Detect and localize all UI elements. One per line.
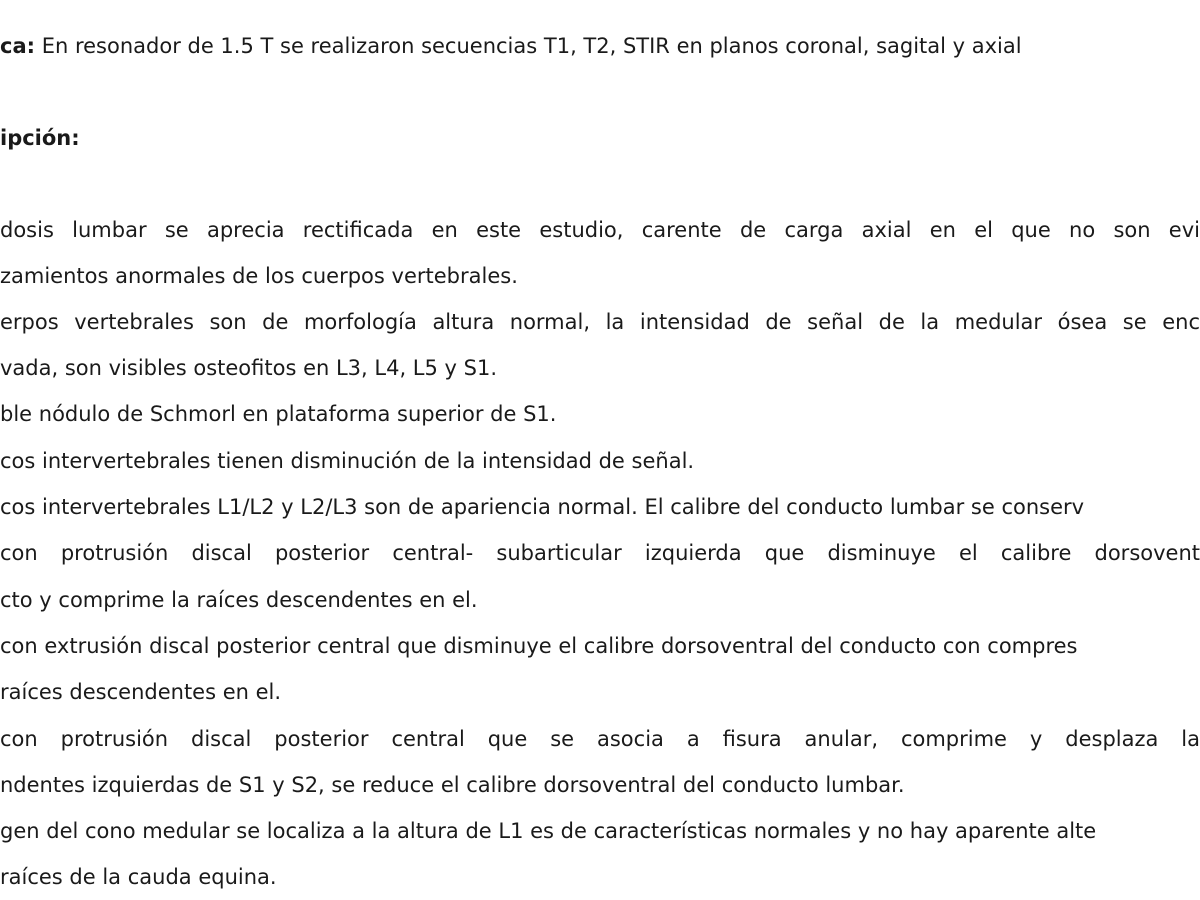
paragraph-line: vada, son visibles osteofitos en L3, L4, L5 y S1. <box>0 356 498 380</box>
technique-label: ca: <box>0 34 36 58</box>
paragraph-line: zamientos anormales de los cuerpos vertebrales. <box>0 264 518 288</box>
technique-text: En resonador de 1.5 T se realizaron secuencias T1, T2, STIR en planos coronal, sagital y axial <box>35 34 1022 58</box>
paragraph-line: cto y comprime la raíces descendentes en el. <box>0 588 478 612</box>
description-heading: ipción: <box>0 126 80 150</box>
paragraph-line: gen del cono medular se localiza a la altura de L1 es de características normales y no hay aparente alte <box>0 819 1097 843</box>
paragraph-line: con extrusión discal posterior central que disminuye el calibre dorsoventral del conducto con compres <box>0 634 1078 658</box>
paragraph-line: ble nódulo de Schmorl en plataforma superior de S1. <box>0 402 557 426</box>
paragraph-line: erpos vertebrales son de morfología altura normal, la intensidad de señal de la medular ósea se enc <box>0 310 1200 334</box>
paragraph-line: dosis lumbar se aprecia rectificada en este estudio, carente de carga axial en el que no son evi <box>0 218 1200 242</box>
paragraph-line: cos intervertebrales tienen disminución de la intensidad de señal. <box>0 449 695 473</box>
technique-line <box>0 32 1200 60</box>
paragraph-line: con protrusión discal posterior central- subarticular izquierda que disminuye el calibre dorsovent <box>0 541 1200 565</box>
paragraph-line: con protrusión discal posterior central que se asocia a fisura anular, comprime y desplaza la <box>0 727 1200 751</box>
paragraph-line: raíces descendentes en el. <box>0 680 282 704</box>
paragraph-line: ndentes izquierdas de S1 y S2, se reduce el calibre dorsoventral del conducto lumbar. <box>0 773 905 797</box>
paragraph-line: cos intervertebrales L1/L2 y L2/L3 son de apariencia normal. El calibre del conducto lumbar se conserv <box>0 495 1085 519</box>
paragraph-line: raíces de la cauda equina. <box>0 865 277 889</box>
